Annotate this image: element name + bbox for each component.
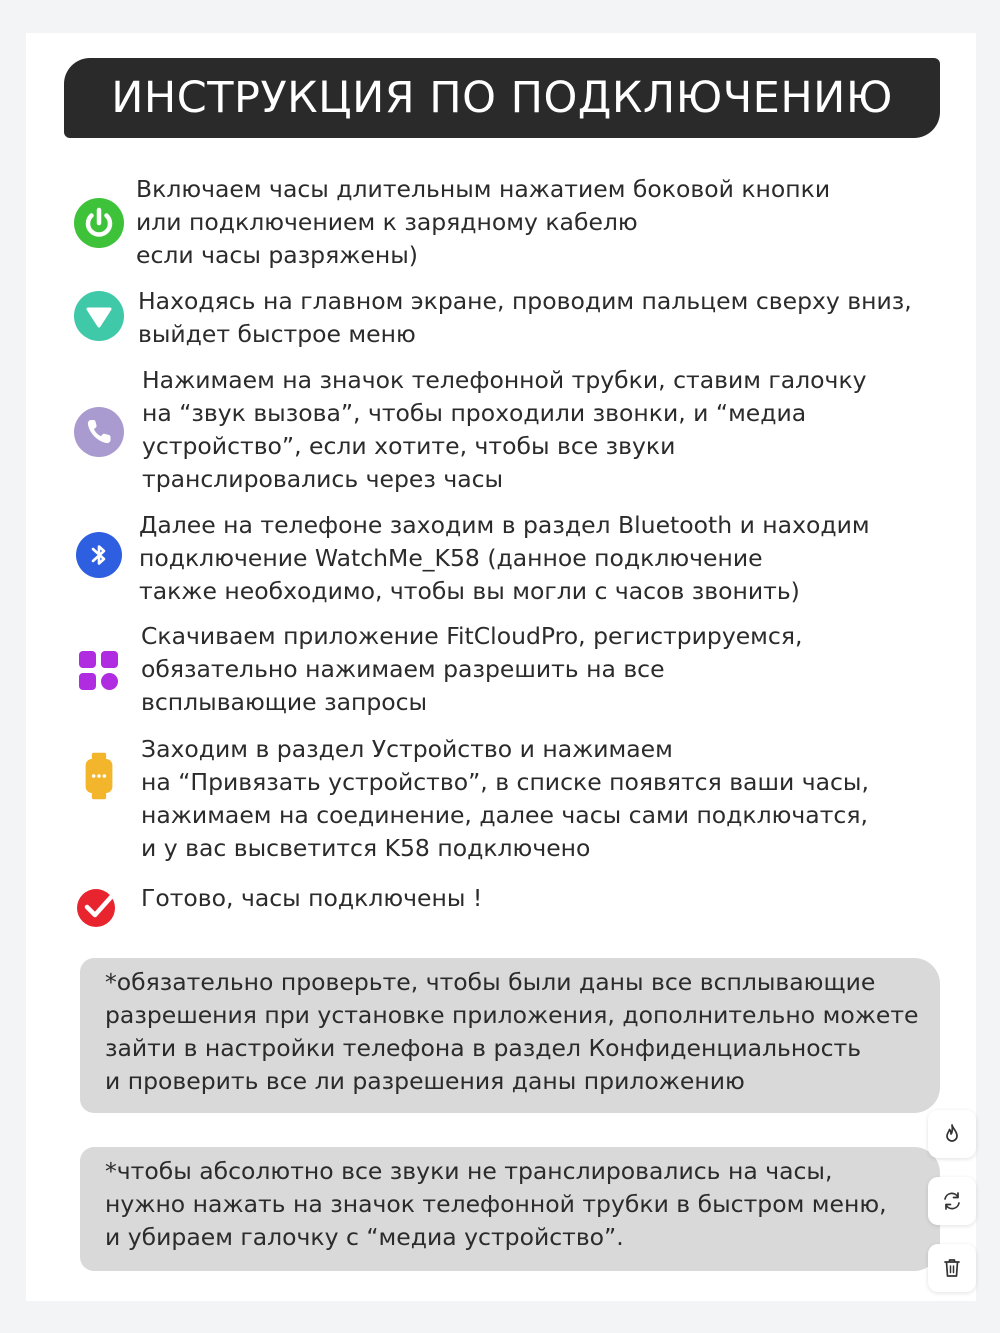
step-line: также необходимо, чтобы вы могли с часов звонить) <box>139 577 800 605</box>
note-line: разрешения при установке приложения, дополнительно можете <box>105 1001 919 1029</box>
instruction-card <box>26 33 976 1301</box>
flame-icon <box>942 1123 962 1145</box>
step-5-text <box>141 620 802 719</box>
step-line: подключение WatchMe_K58 (данное подключение <box>139 544 763 572</box>
step-line: на “Привязать устройство”, в списке появятся ваши часы, <box>141 768 869 796</box>
step-line: или подключением к зарядному кабелю <box>136 208 638 236</box>
app-grid-icon <box>74 646 124 696</box>
step-line: и у вас высветится K58 подключено <box>141 834 591 862</box>
step-1-text <box>136 173 830 272</box>
step-line: всплывающие запросы <box>141 688 428 716</box>
step-line: Нажимаем на значок телефонной трубки, ставим галочку <box>142 366 867 394</box>
refresh-button[interactable] <box>928 1177 976 1225</box>
down-triangle-icon <box>74 291 124 341</box>
bluetooth-icon <box>74 530 124 580</box>
step-line: нажимаем на соединение, далее часы сами подключатся, <box>141 801 868 829</box>
step-line: выйдет быстрое меню <box>138 320 416 348</box>
step-line: Скачиваем приложение FitCloudPro, регистрируемся, <box>141 622 803 650</box>
step-line: Далее на телефоне заходим в раздел Bluetooth и находим <box>139 511 870 539</box>
step-line: Включаем часы длительным нажатием боковой кнопки <box>136 175 831 203</box>
note-line: и проверить все ли разрешения даны приложению <box>105 1067 745 1095</box>
step-line: Готово, часы подключены ! <box>141 884 483 912</box>
check-circle-icon <box>74 882 124 932</box>
note-sounds <box>80 1147 940 1271</box>
step-3-text <box>142 364 867 496</box>
step-line: устройство”, если хотите, чтобы все звуки <box>142 432 676 460</box>
title-banner <box>64 58 940 138</box>
step-2-text <box>138 285 912 351</box>
trash-icon <box>942 1257 962 1279</box>
flame-button[interactable] <box>928 1110 976 1158</box>
step-line: транслировались через часы <box>142 465 504 493</box>
delete-button[interactable] <box>928 1244 976 1292</box>
note-line: нужно нажать на значок телефонной трубки в быстром меню, <box>105 1190 887 1218</box>
note-line: *чтобы абсолютно все звуки не транслировались на часы, <box>105 1157 833 1185</box>
step-7-text <box>141 882 482 915</box>
side-toolbar <box>928 1110 976 1292</box>
step-line: Находясь на главном экране, проводим пальцем сверху вниз, <box>138 287 912 315</box>
step-4-text <box>139 509 870 608</box>
smartwatch-icon <box>74 751 124 801</box>
page-title: ИНСТРУКЦИЯ ПО ПОДКЛЮЧЕНИЮ <box>111 73 893 123</box>
power-icon <box>74 198 124 248</box>
step-line: Заходим в раздел Устройство и нажимаем <box>141 735 673 763</box>
step-line: обязательно нажимаем разрешить на все <box>141 655 665 683</box>
note-line: и убираем галочку с “медиа устройство”. <box>105 1223 624 1251</box>
step-line: если часы разряжены) <box>136 241 418 269</box>
note-permissions <box>80 958 940 1113</box>
refresh-icon <box>941 1190 963 1212</box>
note-line: *обязательно проверьте, чтобы были даны все всплывающие <box>105 968 876 996</box>
note-line: зайти в настройки телефона в раздел Конфиденциальность <box>105 1034 862 1062</box>
step-6-text <box>141 733 869 865</box>
step-line: на “звук вызова”, чтобы проходили звонки, и “медиа <box>142 399 807 427</box>
phone-icon <box>74 407 124 457</box>
